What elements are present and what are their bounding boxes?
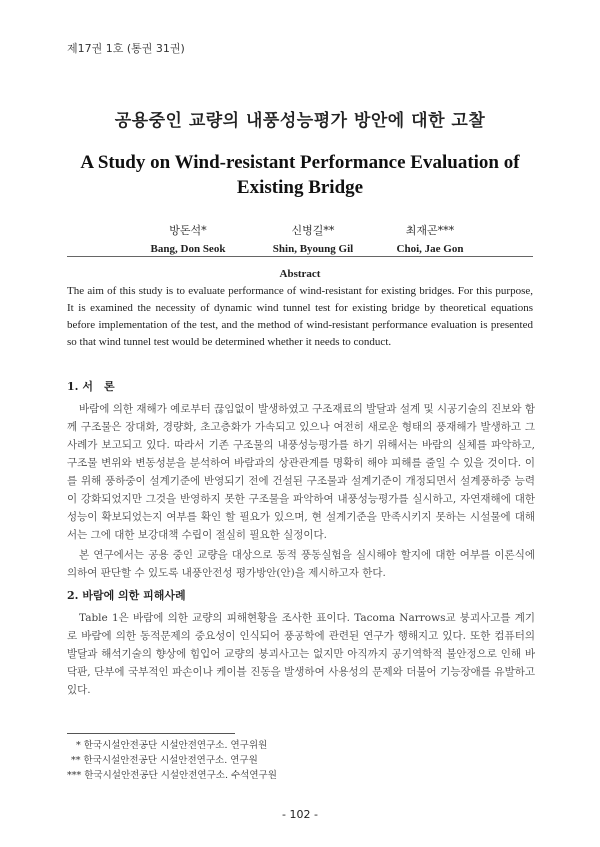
author-3	[360, 222, 500, 258]
header-divider	[67, 256, 533, 257]
author-name-ko: 방돈석*	[169, 224, 207, 237]
section-heading-2: 2. 바람에 의한 피해사례	[67, 589, 186, 602]
author-name-en: Choi, Jae Gon	[396, 243, 464, 255]
author-1	[118, 222, 258, 258]
section-1-paragraph-2: 본 연구에서는 공용 중인 교량을 대상으로 동적 풍동실험을 실시해야 할지에 대한 여부를 이론식에 의하여 판단할 수 있도록 내풍안전성 평가방안(안)을 제시하고자 한다.	[67, 549, 535, 579]
journal-header: 제17권 1호 (통권 31권)	[67, 42, 185, 55]
title-english: A Study on Wind-resistant Performance Evaluation of Existing Bridge	[80, 152, 520, 198]
author-name-ko: 최재곤***	[405, 224, 455, 237]
author-name-en: Bang, Don Seok	[150, 243, 226, 255]
abstract-heading: Abstract	[279, 268, 321, 280]
section-1-paragraph-1: 바람에 의한 재해가 예로부터 끊임없이 발생하였고 구조재료의 발달과 설계 및 시공기술의 진보와 함께 구조물은 장대화, 경량화, 초고층화가 가속되고 있으나 여전히 새로운 형태의 풍재해가 발생하고 그 사례가 보고되고 있다. 따라서 기존 구조물의 내풍성능평가를 하기 위해서는 바람의 실체를 파악하고, 구조물 변위와 변동성분을 분석하여 바람과의 상관관계를 명확히 해야 피해를 줄일 수 있을 것이다. 이를 위해 풍하중이 설계기준에 반영되기 전에 건설된 구조물과 설계기준이 개정되면서 설계풍하중 능력이 강화되었지만 그것을 반영하지 못한 구조물을 파악하여 내풍성능평가를 실시하고, 자연재해에 대한 성능이 확보되었는지 여부를 확인 할 필요가 있으며, 현 설계기준을 만족시키지 못하는 시설물에 대해서는 그에 대한 보강대책 수립이 절실히 필요한 실정이다.	[67, 403, 535, 541]
footnote-divider	[67, 733, 235, 734]
page-number: - 102 -	[282, 808, 318, 821]
abstract-text: The aim of this study is to evaluate performance of wind-resistant for existing bridges. For this purpose, It is examined the necessity of dynamic wind tunnel test for existing bridge by theoretical equations before implementation of the test, and the method of wind-resistant performance evaluation is presented so that wind tunnel test would be determined whether it needs to conduct.	[67, 285, 533, 348]
section-heading-1: 1. 서 론	[67, 380, 115, 393]
author-name-en: Shin, Byoung Gil	[272, 243, 354, 255]
footnote-1: * 한국시설안전공단 시설안전연구소. 연구위원	[76, 740, 268, 751]
title-korean: 공용중인 교량의 내풍성능평가 방안에 대한 고찰	[114, 111, 486, 131]
author-name-ko: 신병길**	[291, 224, 335, 237]
section-2-paragraph-1: Table 1은 바람에 의한 교량의 피해현황을 조사한 표이다. Tacoma Narrows교 붕괴사고를 계기로 바람에 의한 동적문제의 중요성이 인식되어 풍공학에 관련된 연구가 행해지고 있다. 또한 컴퓨터의 발달과 해석기술의 향상에 힘입어 교량의 붕괴사고는 없지만 아직까지 공기역학적 불안정으로 인해 바닥판, 단부에 국부적인 파손이나 케이블 진동을 발생하여 사용성의 문제와 더불어 기능장애를 유발하고 있다.	[67, 612, 535, 696]
footnote-2: ** 한국시설안전공단 시설안전연구소. 연구원	[71, 755, 258, 766]
footnote-3: *** 한국시설안전공단 시설안전연구소. 수석연구원	[67, 770, 277, 781]
